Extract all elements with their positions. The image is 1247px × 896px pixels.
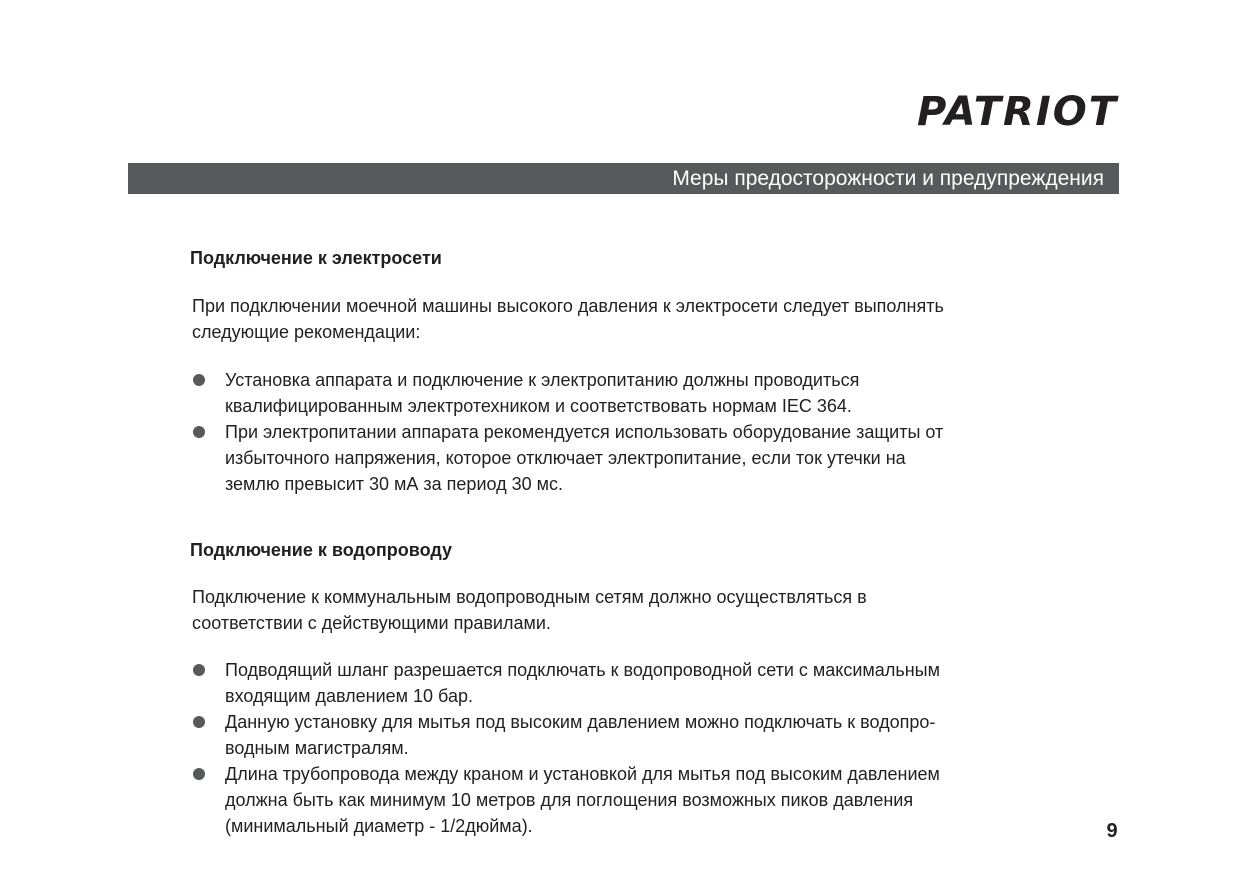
intro-water-connection	[192, 584, 1082, 636]
bullet-dot-icon	[193, 426, 205, 438]
intro-line: соответствии с действующими правилами.	[192, 613, 551, 633]
list-item-line: входящим давлением 10 бар.	[225, 686, 473, 706]
patriot-logo: PATRIOT	[916, 89, 1118, 135]
intro-line: При подключении моечной машины высокого давления к электросети следует выполнять	[192, 296, 944, 316]
section-title: Меры предосторожности и предупреждения	[672, 167, 1104, 190]
intro-electrical-connection	[192, 293, 1082, 345]
bullet-list-water	[0, 657, 940, 839]
list-item-line: Установка аппарата и подключение к электропитанию должны проводиться	[225, 370, 860, 390]
section-header-bar	[128, 163, 1119, 194]
bullet-list-electrical	[0, 367, 943, 497]
list-item-line: (минимальный диаметр - 1/2дюйма).	[225, 816, 533, 836]
list-item-line: землю превысит 30 мА за период 30 мс.	[225, 474, 564, 494]
list-item-line: Длина трубопровода между краном и установкой для мытья под высоким давлением	[225, 764, 940, 784]
list-item-line: избыточного напряжения, которое отключает электропитание, если ток утечки на	[225, 448, 906, 468]
list-item	[0, 657, 940, 709]
list-item	[0, 419, 943, 497]
heading-water-connection: Подключение к водопроводу	[190, 540, 453, 560]
list-item-line: водным магистралям.	[225, 738, 409, 758]
bullet-dot-icon	[193, 768, 205, 780]
bullet-dot-icon	[193, 374, 205, 386]
list-item-line: квалифицированным электротехником и соответствовать нормам IEC 364.	[225, 396, 852, 416]
list-item-line: Подводящий шланг разрешается подключать к водопроводной сети с максимальным	[225, 660, 940, 680]
list-item-line: должна быть как минимум 10 метров для поглощения возможных пиков давления	[225, 790, 914, 810]
page-number: 9	[1106, 820, 1118, 842]
intro-line: следующие рекомендации:	[192, 322, 421, 342]
list-item-line: Данную установку для мытья под высоким давлением можно подключать к водопро-	[225, 712, 936, 732]
bullet-dot-icon	[193, 716, 205, 728]
list-item	[0, 761, 940, 839]
bullet-dot-icon	[193, 664, 205, 676]
heading-electrical-connection: Подключение к электросети	[190, 248, 442, 268]
intro-line: Подключение к коммунальным водопроводным сетям должно осуществляться в	[192, 587, 867, 607]
list-item-line: При электропитании аппарата рекомендуется использовать оборудование защиты от	[225, 422, 944, 442]
list-item	[0, 367, 943, 419]
list-item	[0, 709, 940, 761]
